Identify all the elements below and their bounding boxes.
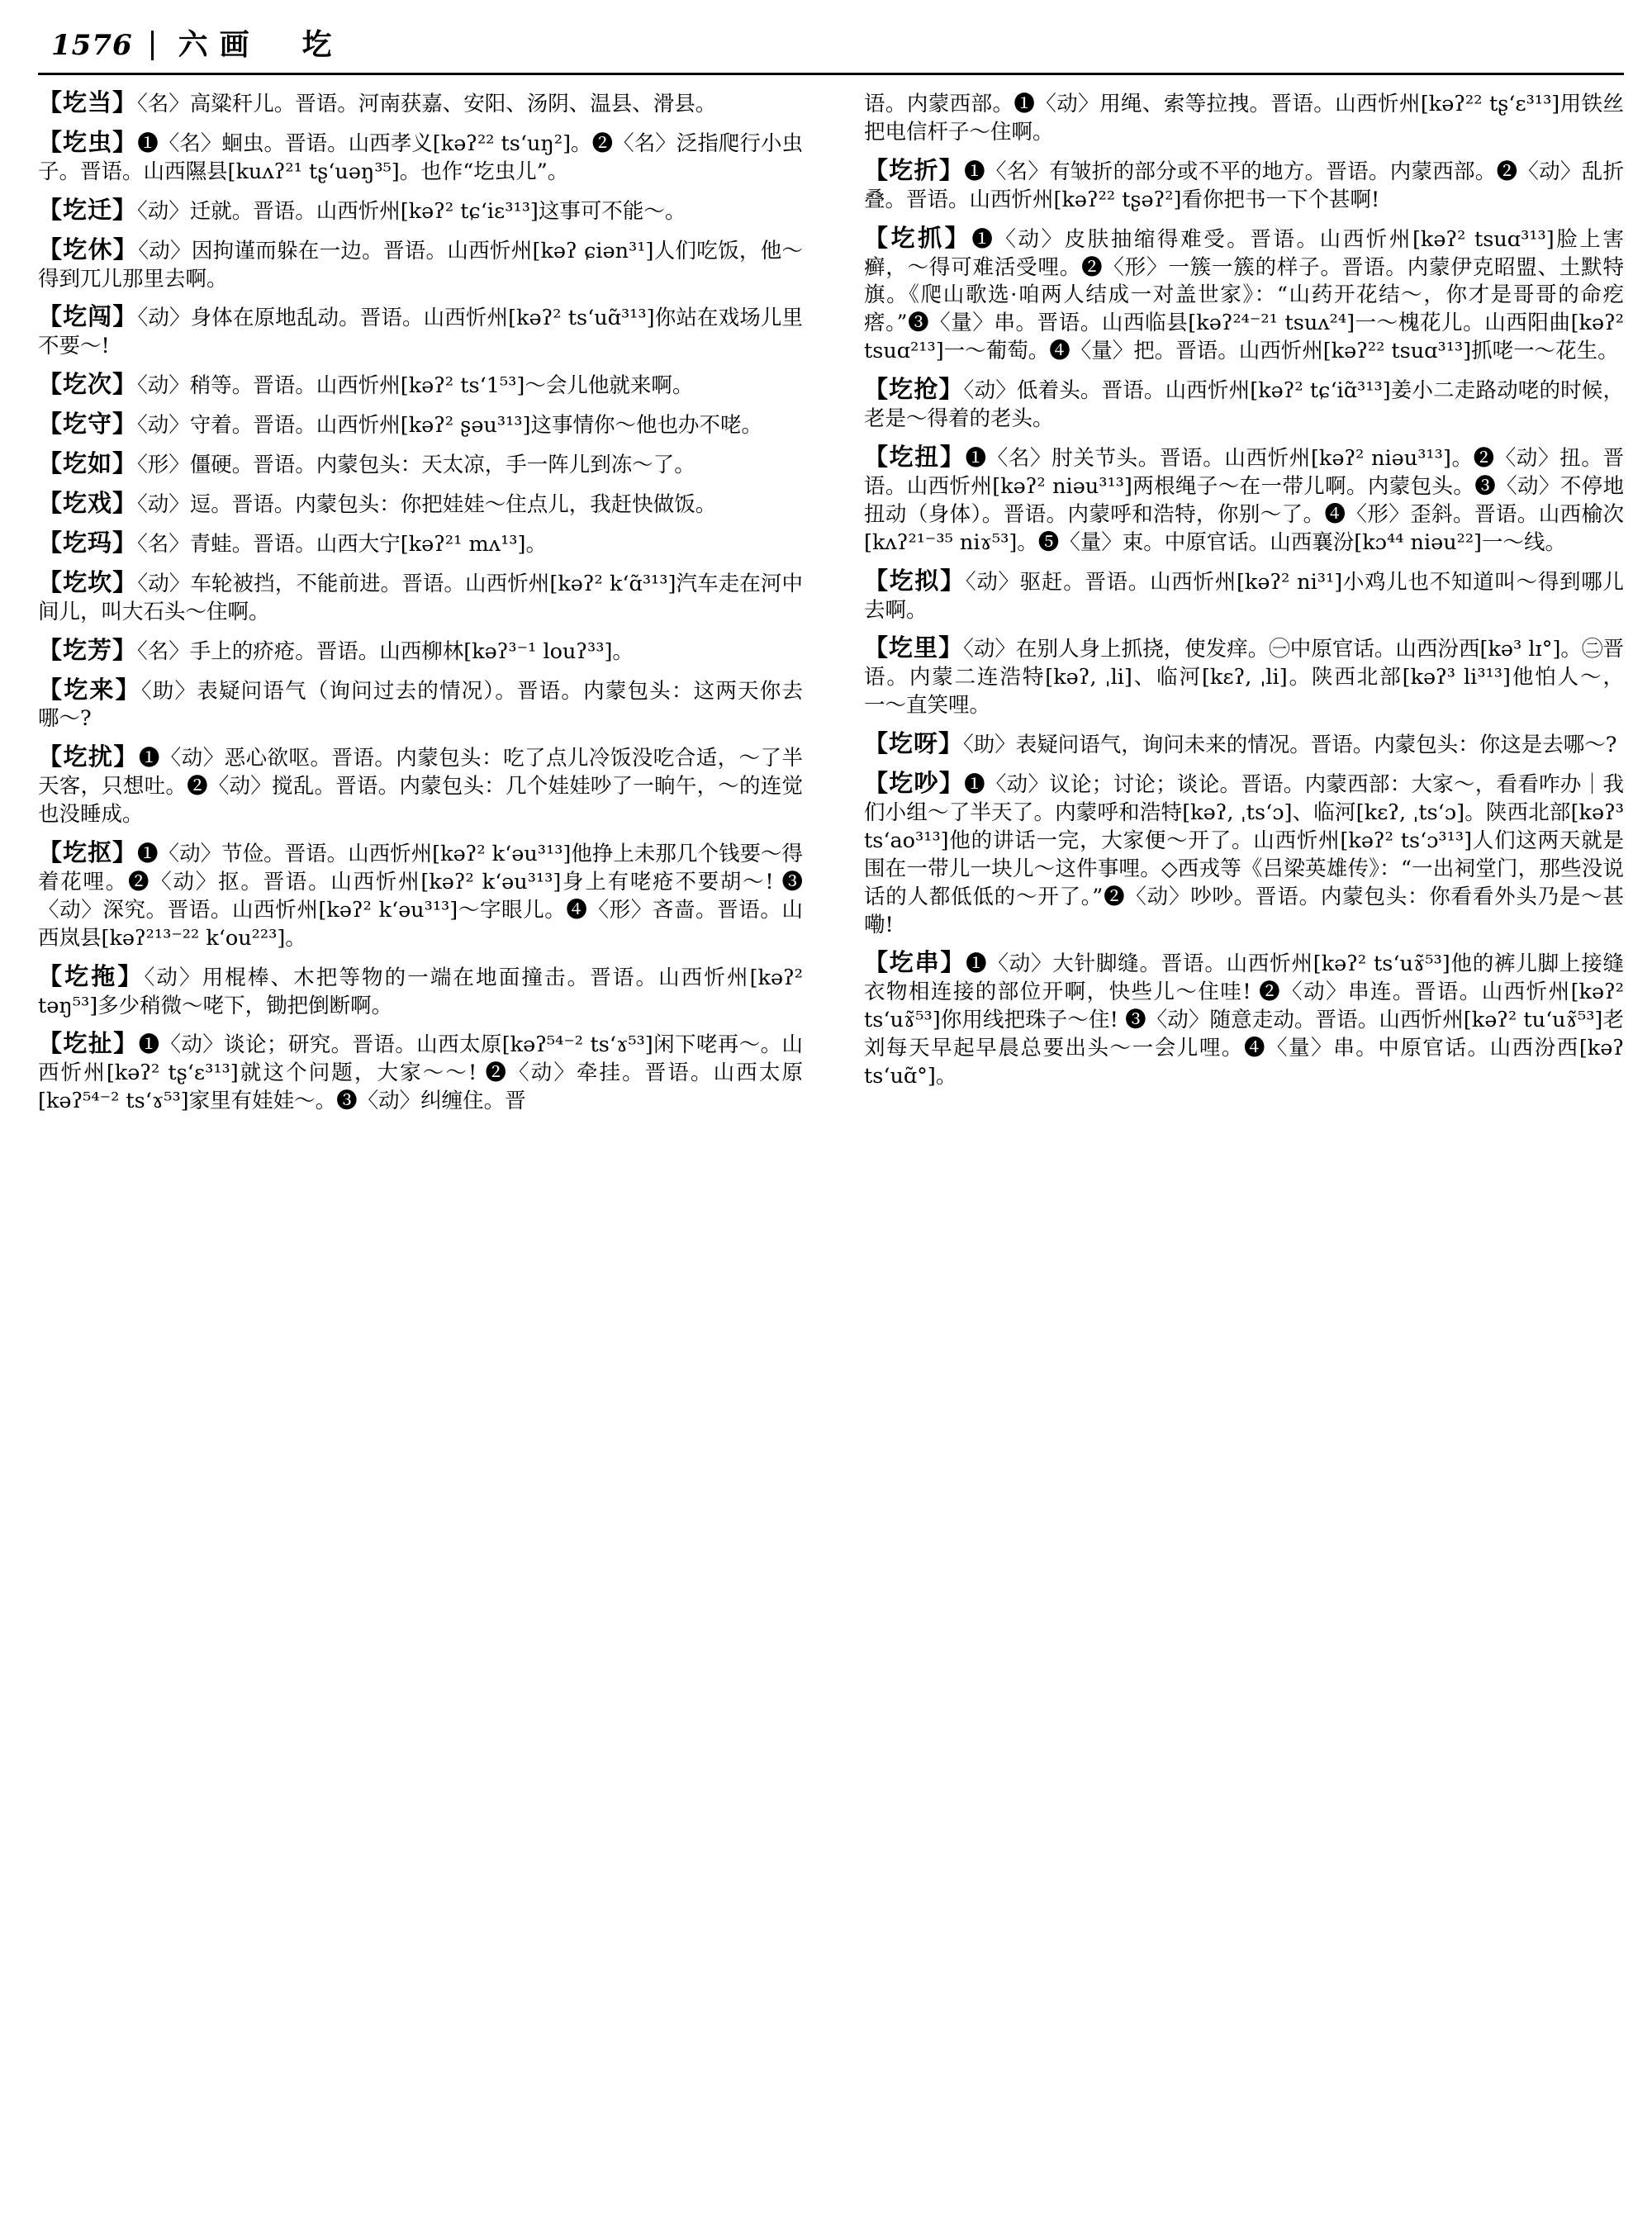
headword: 【圪扭】 — [864, 442, 966, 471]
entry — [38, 634, 803, 667]
entry — [38, 126, 803, 187]
entry-body: 〈名〉手上的疥疮。晋语。山西柳林[kəʔ³⁻¹ louʔ³³]。 — [137, 638, 634, 664]
entry-body: 〈动〉因拘谨而躲在一边。晋语。山西忻州[kəʔ ɕiən³¹]人们吃饭，他〜得到兀儿那里去啊。 — [38, 238, 803, 292]
headword: 【圪闯】 — [38, 302, 138, 331]
text-columns — [38, 87, 1624, 2198]
entry — [38, 368, 803, 401]
entry — [38, 194, 803, 226]
entry — [38, 87, 803, 119]
entry-body: 〈动〉守着。晋语。山西忻州[kəʔ² ʂəu³¹³]这事情你〜他也办不咾。 — [137, 413, 762, 439]
entry — [38, 1027, 803, 1116]
headword: 【圪守】 — [38, 410, 138, 439]
running-head: 六画 圪 — [178, 28, 344, 62]
entry — [864, 222, 1624, 367]
entry-body: 〈名〉青蛙。晋语。山西大宁[kəʔ²¹ mʌ¹³]。 — [137, 531, 547, 557]
entry-body: 〈助〉表疑问语气，询问未来的情况。晋语。内蒙包头：你这是去哪〜? — [963, 733, 1617, 758]
entry — [38, 301, 803, 361]
headword: 【圪迁】 — [38, 195, 138, 224]
headword: 【圪吵】 — [864, 769, 965, 798]
page-header — [38, 21, 1624, 69]
headword: 【圪玛】 — [38, 528, 138, 557]
entry-body: 〈动〉用棍棒、木把等物的一端在地面撞击。晋语。山西忻州[kəʔ² təŋ⁵³]多少稍微〜咾下，锄把倒断啊。 — [38, 965, 803, 1018]
entry — [38, 961, 803, 1021]
headword: 【圪抢】 — [864, 375, 964, 404]
entry — [864, 767, 1624, 939]
entry — [864, 565, 1624, 625]
entry — [38, 741, 803, 829]
entry-body: ❶〈动〉节俭。晋语。山西忻州[kəʔ² kʻəu³¹³]他挣上未那几个钱要〜得着花哩。❷〈动〉抠。晋语。山西忻州[kəʔ² kʻəu³¹³]身上有咾疮不要胡〜! ❸〈动〉深究。晋语。山西忻州[kəʔ² kʻəu³¹³]〜字眼儿。❹〈形〉吝啬。晋语。山西岚县[kəʔ²¹³⁻²² kʻou²²³]。 — [38, 842, 803, 951]
entry — [864, 728, 1624, 760]
headword: 【圪拖】 — [38, 961, 145, 990]
entry — [38, 527, 803, 559]
entry-body: ❶〈动〉皮肤抽缩得难受。晋语。山西忻州[kəʔ² tsuɑ³¹³]脸上害癣，〜得可难活受哩。❷〈形〉一簇一簇的样子。晋语。内蒙伊克昭盟、土默特旗。《爬山歌选·咱两人结成一对盖世家》：“山药开花结〜，你才是哥哥的命疙瘩。”❸〈量〉串。晋语。山西临县[kəʔ²⁴⁻²¹ tsuʌ²⁴]一〜槐花儿。山西阳曲[kəʔ² tsuɑ²¹³]一〜葡萄。❹〈量〉把。晋语。山西忻州[kəʔ²² tsuɑ³¹³]抓咾一〜花生。 — [864, 226, 1624, 364]
entry-body: 〈名〉高粱秆儿。晋语。河南获嘉、安阳、汤阴、温县、滑县。 — [137, 92, 717, 116]
header-rule — [38, 73, 1624, 75]
entry-continuation — [864, 87, 1624, 147]
entry — [38, 837, 803, 953]
entry-body: 〈助〉表疑问语气（询问过去的情况）。晋语。内蒙包头：这两天你去哪〜? — [38, 678, 803, 732]
entry — [38, 408, 803, 440]
page-number: 1576 — [51, 29, 133, 62]
headword: 【圪戏】 — [38, 488, 138, 517]
entry-body: ❶〈名〉肘关节头。晋语。山西忻州[kəʔ² niəu³¹³]。❷〈动〉扭。晋语。山西忻州[kəʔ² niəu³¹³]两根绳子〜在一带儿啊。内蒙包头。❸〈动〉不停地扭动（身体）。晋语。内蒙呼和浩特，你别〜了。❹〈形〉歪斜。晋语。山西榆次[kʌʔ²¹⁻³⁵ niɤ⁵³]。❺〈量〉束。中原官话。山西襄汾[kɔ⁴⁴ niəu²²]一〜线。 — [864, 445, 1624, 555]
entry-body: ❶〈动〉大针脚缝。晋语。山西忻州[kəʔ² tsʻuɤ̃⁵³]他的裤儿脚上接缝衣物相连接的部位开啊，快些儿〜住哇! ❷〈动〉串连。晋语。山西忻州[kəʔ² tsʻuɤ̃⁵³]你用线把珠子〜住! ❸〈动〉随意走动。晋语。山西忻州[kəʔ² tuʻuɤ̃⁵³]老刘每天早起早晨总要出头〜一会儿哩。❹〈量〉串。中原官话。山西汾西[kəʔ tsʻuɑ̃°]。 — [864, 951, 1624, 1089]
header-divider — [151, 31, 154, 60]
entry-body: ❶〈动〉恶心欲呕。晋语。内蒙包头：吃了点儿冷饭没吃合适，〜了半天客，只想吐。❷〈动〉搅乱。晋语。内蒙包头：几个娃娃吵了一晌午，〜的连觉也没睡成。 — [38, 746, 803, 828]
headword: 【圪扯】 — [38, 1029, 139, 1058]
entry — [864, 632, 1624, 720]
entry — [864, 947, 1624, 1091]
entry-body: 〈动〉低着头。晋语。山西忻州[kəʔ² tɕʻiɑ̃³¹³]姜小二走路动咾的时候，老是〜得着的老头。 — [864, 378, 1624, 432]
headword: 【圪抓】 — [864, 223, 972, 252]
entry-body: ❶〈名〉有皱折的部分或不平的地方。晋语。内蒙西部。❷〈动〉乱折叠。晋语。山西忻州[kəʔ²² tʂəʔ²]看你把书一下个甚啊! — [864, 159, 1624, 212]
entry-body: 〈动〉逗。晋语。内蒙包头：你把娃娃〜住点儿，我赶快做饭。 — [137, 491, 717, 517]
headword: 【圪折】 — [864, 155, 965, 184]
entry-body: ❶〈动〉谈论；研究。晋语。山西太原[kəʔ⁵⁴⁻² tsʻɤ⁵³]闲下咾再〜。山西忻州[kəʔ² tʂʻɛ³¹³]就这个问题，大家〜〜! ❷〈动〉牵挂。晋语。山西太原[kəʔ⁵⁴⁻² tsʻɤ⁵³]家里有娃娃〜。❸〈动〉纠缠住。晋 — [38, 1032, 803, 1114]
headword: 【圪拟】 — [864, 566, 966, 595]
entry-body: 语。内蒙西部。❶〈动〉用绳、索等拉拽。晋语。山西忻州[kəʔ²² tʂʻɛ³¹³]用铁丝把电信杆子〜住啊。 — [864, 92, 1624, 145]
headword: 【圪抠】 — [38, 838, 138, 867]
entry — [38, 448, 803, 480]
entry-body: 〈动〉迁就。晋语。山西忻州[kəʔ² tɕʻiɛ³¹³]这事可不能〜。 — [137, 198, 686, 224]
entry — [38, 234, 803, 294]
entry-body: 〈动〉在别人身上抓挠，使发痒。㊀中原官话。山西汾西[kə³ lɪ°]。㊁晋语。内蒙二连浩特[kəʔ, ˌli]、临河[kɛʔ, ˌli]。陕西北部[kəʔ³ li³¹³]他怕人〜，一〜直笑哩。 — [864, 637, 1624, 719]
headword: 【圪次】 — [38, 370, 138, 399]
entry-body: 〈动〉稍等。晋语。山西忻州[kəʔ² tsʻ1⁵³]〜会儿他就来啊。 — [137, 373, 694, 399]
entry — [38, 674, 803, 734]
headword: 【圪呀】 — [864, 729, 964, 758]
headword: 【圪里】 — [864, 633, 964, 662]
headword: 【圪当】 — [38, 88, 138, 116]
entry-body: ❶〈名〉蛔虫。晋语。山西孝义[kəʔ²² tsʻuŋ²]。❷〈名〉泛指爬行小虫子。晋语。山西隰县[kuʌʔ²¹ tʂʻuəŋ³⁵]。也作“圪虫儿”。 — [38, 130, 803, 184]
headword: 【圪串】 — [864, 948, 966, 977]
column-right — [831, 87, 1624, 2198]
entry — [38, 567, 803, 627]
entry-body: 〈形〉僵硬。晋语。内蒙包头：天太凉，手一阵儿到冻〜了。 — [137, 453, 695, 478]
headword: 【圪来】 — [38, 675, 141, 704]
entry — [38, 487, 803, 520]
entry — [864, 441, 1624, 558]
entry-body: 〈动〉身体在原地乱动。晋语。山西忻州[kəʔ² tsʻuɑ̃³¹³]你站在戏场儿里不要〜! — [38, 306, 803, 359]
entry-body: 〈动〉驱赶。晋语。山西忻州[kəʔ² ni³¹]小鸡儿也不知道叫〜得到哪儿去啊。 — [864, 569, 1624, 623]
headword: 【圪芳】 — [38, 635, 138, 664]
entry — [864, 154, 1624, 215]
headword: 【圪坎】 — [38, 567, 138, 596]
entry-body: 〈动〉车轮被挡，不能前进。晋语。山西忻州[kəʔ² kʻɑ̃³¹³]汽车走在河中间儿，叫大石头〜住啊。 — [38, 571, 803, 624]
headword: 【圪虫】 — [38, 127, 138, 156]
entry — [864, 373, 1624, 434]
headword: 【圪休】 — [38, 235, 139, 263]
headword: 【圪如】 — [38, 449, 138, 478]
entry-body: ❶〈动〉议论；讨论；谈论。晋语。内蒙西部：大家〜，看看咋办｜我们小组〜了半天了。内蒙呼和浩特[kəʔ, ˌtsʻɔ]、临河[kɛʔ, ˌtsʻɔ]。陕西北部[kəʔ³ tsʻao³¹³]他的讲话一完，大家便〜开了。山西忻州[kəʔ² tsʻɔ³¹³]人们这两天就是围在一带儿一块儿〜这件事哩。◇西戎等《吕梁英雄传》：“一出祠堂门，那些没说话的人都低低的〜开了。”❷〈动〉吵吵。晋语。内蒙包头：你看看外头乃是〜甚嘞! — [864, 772, 1624, 937]
headword: 【圪扰】 — [38, 743, 139, 771]
column-left — [38, 87, 831, 2198]
